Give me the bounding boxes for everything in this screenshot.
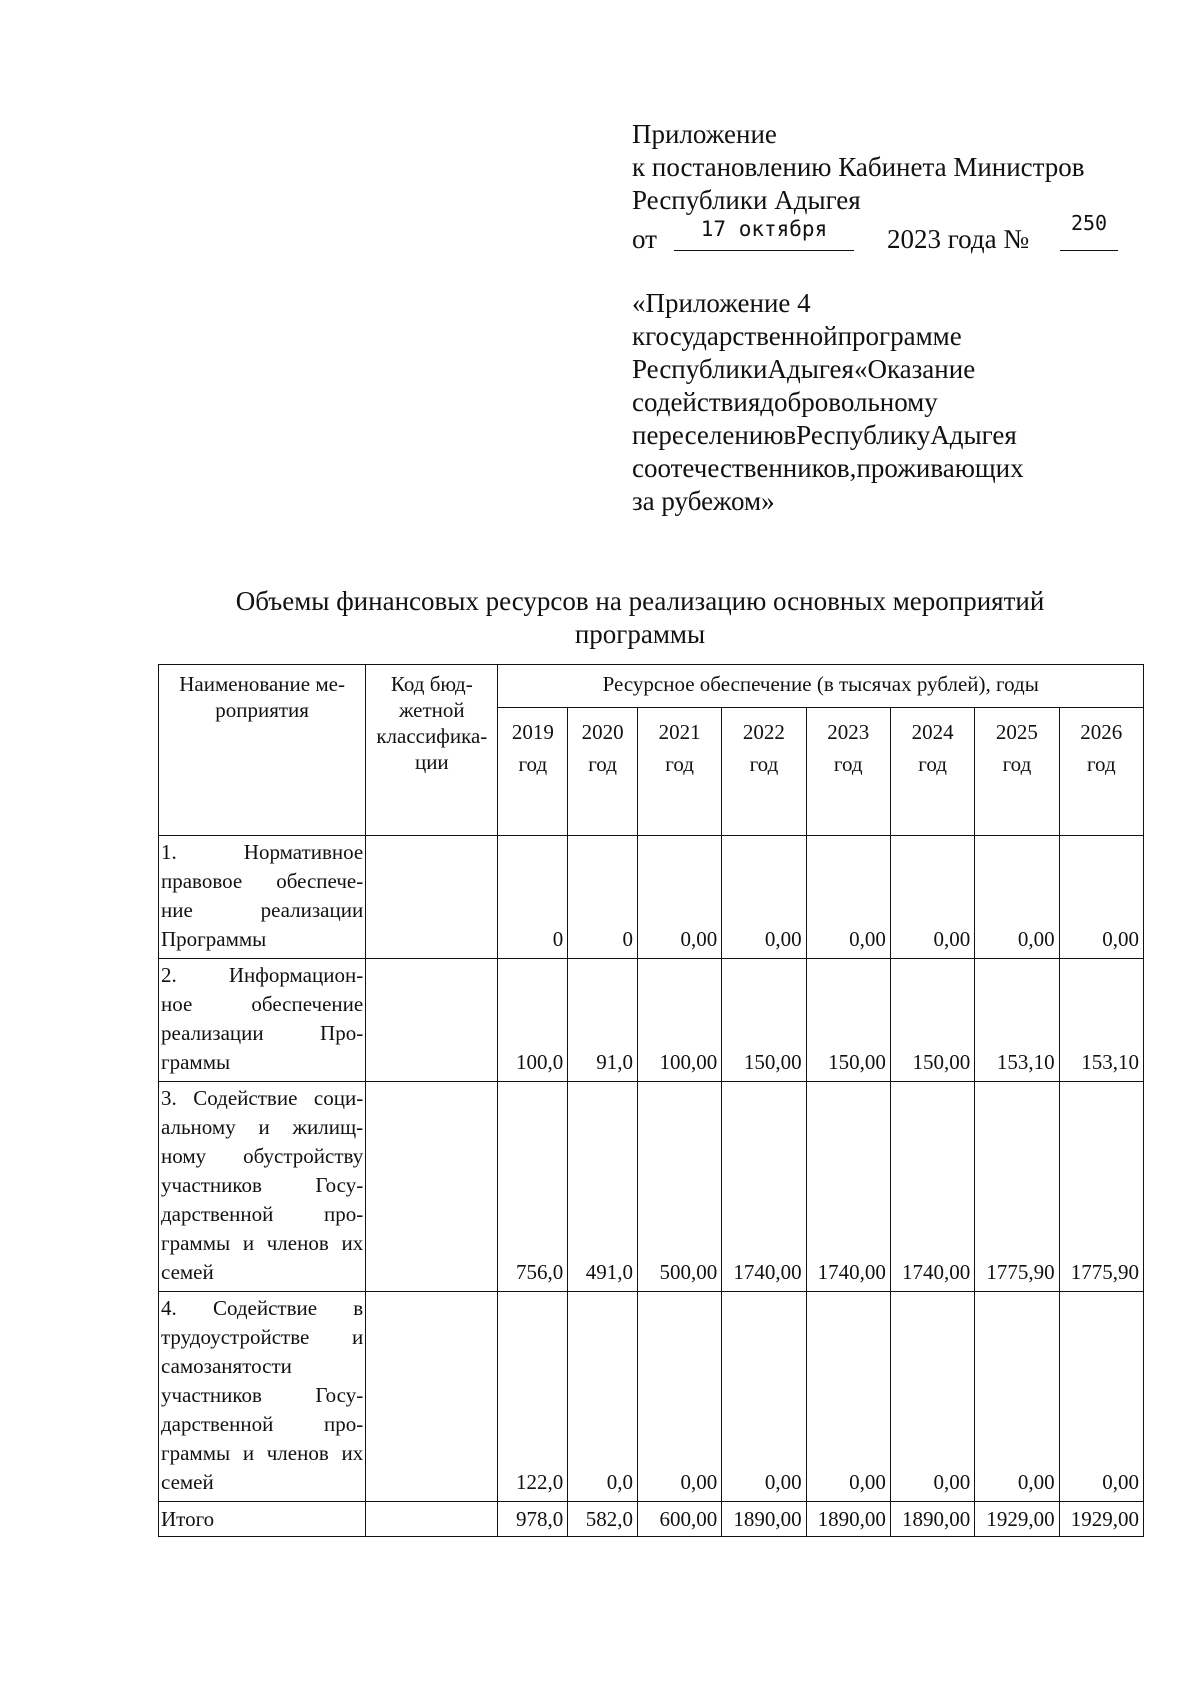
value-cell: 0,00 — [975, 1292, 1059, 1502]
appendix-title: Приложение — [632, 119, 777, 149]
appendix-4-line: кгосударственнойпрограмме — [632, 321, 962, 351]
col-header-year: 2020 год — [568, 707, 638, 835]
total-value-cell: 978,0 — [498, 1502, 568, 1537]
value-cell: 150,00 — [890, 959, 974, 1082]
col-header-year: 2023 год — [806, 707, 890, 835]
value-cell: 0 — [498, 836, 568, 959]
table-row — [159, 1082, 1144, 1292]
total-value-cell: 600,00 — [637, 1502, 721, 1537]
date-prefix: от — [632, 224, 657, 254]
activity-name: 4. Содействие в трудоустройстве и самозанятости участников Госу- дарственной про- граммы и членов их семей — [159, 1292, 366, 1502]
budget-code — [366, 836, 498, 959]
value-cell: 153,10 — [1059, 959, 1143, 1082]
total-value-cell: 1929,00 — [1059, 1502, 1143, 1537]
table-row — [159, 1292, 1144, 1502]
value-cell: 100,0 — [498, 959, 568, 1082]
value-cell: 0,00 — [806, 1292, 890, 1502]
number-value: 250 — [1070, 211, 1108, 235]
resolution-line: к постановлению Кабинета Министров — [632, 152, 1085, 182]
date-value: 17 октября — [700, 217, 828, 241]
value-cell: 122,0 — [498, 1292, 568, 1502]
appendix-4-title: «Приложение 4 — [632, 288, 811, 318]
col-header-code: Код бюд- жетной классифика- ции — [366, 665, 498, 836]
value-cell: 491,0 — [568, 1082, 638, 1292]
value-cell: 0,00 — [1059, 836, 1143, 959]
table-header-row — [159, 665, 1144, 708]
value-cell: 1775,90 — [975, 1082, 1059, 1292]
value-cell: 1740,00 — [722, 1082, 806, 1292]
value-cell: 0,00 — [722, 836, 806, 959]
budget-code — [366, 959, 498, 1082]
col-header-year: 2021 год — [637, 707, 721, 835]
appendix-4-line: содействиядобровольному — [632, 387, 938, 417]
total-value-cell: 1890,00 — [806, 1502, 890, 1537]
activity-name: 2. Информацион- ное обеспечение реализации Про- граммы — [159, 959, 366, 1082]
appendix-4-line: за рубежом» — [632, 486, 775, 516]
value-cell: 0,00 — [890, 836, 974, 959]
value-cell: 756,0 — [498, 1082, 568, 1292]
value-cell: 1775,90 — [1059, 1082, 1143, 1292]
value-cell: 0,00 — [890, 1292, 974, 1502]
value-cell: 0,00 — [637, 836, 721, 959]
col-header-year: 2024 год — [890, 707, 974, 835]
value-cell: 150,00 — [722, 959, 806, 1082]
resolution-line-2: Республики Адыгея — [632, 185, 861, 215]
activity-name: 3. Содействие соци- альному и жилищ- ному обустройству участников Госу- дарственной про- граммы и членов их семей — [159, 1082, 366, 1292]
total-label: Итого — [159, 1502, 366, 1537]
col-header-year: 2019 год — [498, 707, 568, 835]
appendix-4-block — [632, 287, 1124, 518]
appendix-header — [632, 118, 1124, 257]
value-cell: 0,00 — [975, 836, 1059, 959]
date-field — [674, 217, 854, 251]
value-cell: 1740,00 — [890, 1082, 974, 1292]
col-header-year: 2025 год — [975, 707, 1059, 835]
value-cell: 153,10 — [975, 959, 1059, 1082]
document-title: Объемы финансовых ресурсов на реализацию основных мероприятий программы — [235, 586, 1045, 649]
appendix-4-line: соотечественников,проживающих — [632, 453, 1024, 483]
date-line — [632, 211, 1124, 257]
financial-resources-table — [158, 664, 1144, 1537]
table-total-row — [159, 1502, 1144, 1537]
col-header-year: 2022 год — [722, 707, 806, 835]
table-row — [159, 959, 1144, 1082]
col-header-name: Наименование ме- роприятия — [159, 665, 366, 836]
value-cell: 0,00 — [1059, 1292, 1143, 1502]
value-cell: 150,00 — [806, 959, 890, 1082]
value-cell: 500,00 — [637, 1082, 721, 1292]
value-cell: 0,00 — [637, 1292, 721, 1502]
total-value-cell: 1890,00 — [890, 1502, 974, 1537]
year-text: 2023 года № — [887, 224, 1030, 254]
budget-code — [366, 1292, 498, 1502]
total-value-cell: 1890,00 — [722, 1502, 806, 1537]
value-cell: 0 — [568, 836, 638, 959]
number-field — [1060, 211, 1118, 251]
budget-code — [366, 1502, 498, 1537]
value-cell: 100,00 — [637, 959, 721, 1082]
total-value-cell: 1929,00 — [975, 1502, 1059, 1537]
activity-name: 1. Нормативное правовое обеспече- ние реализации Программы — [159, 836, 366, 959]
table-row — [159, 836, 1144, 959]
value-cell: 0,0 — [568, 1292, 638, 1502]
value-cell: 1740,00 — [806, 1082, 890, 1292]
value-cell: 91,0 — [568, 959, 638, 1082]
col-header-resources: Ресурсное обеспечение (в тысячах рублей), годы — [498, 665, 1144, 708]
col-header-year: 2026 год — [1059, 707, 1143, 835]
value-cell: 0,00 — [722, 1292, 806, 1502]
total-value-cell: 582,0 — [568, 1502, 638, 1537]
value-cell: 0,00 — [806, 836, 890, 959]
budget-code — [366, 1082, 498, 1292]
appendix-4-line: переселениювРеспубликуАдыгея — [632, 420, 1017, 450]
appendix-4-line: РеспубликиАдыгея«Оказание — [632, 354, 976, 384]
